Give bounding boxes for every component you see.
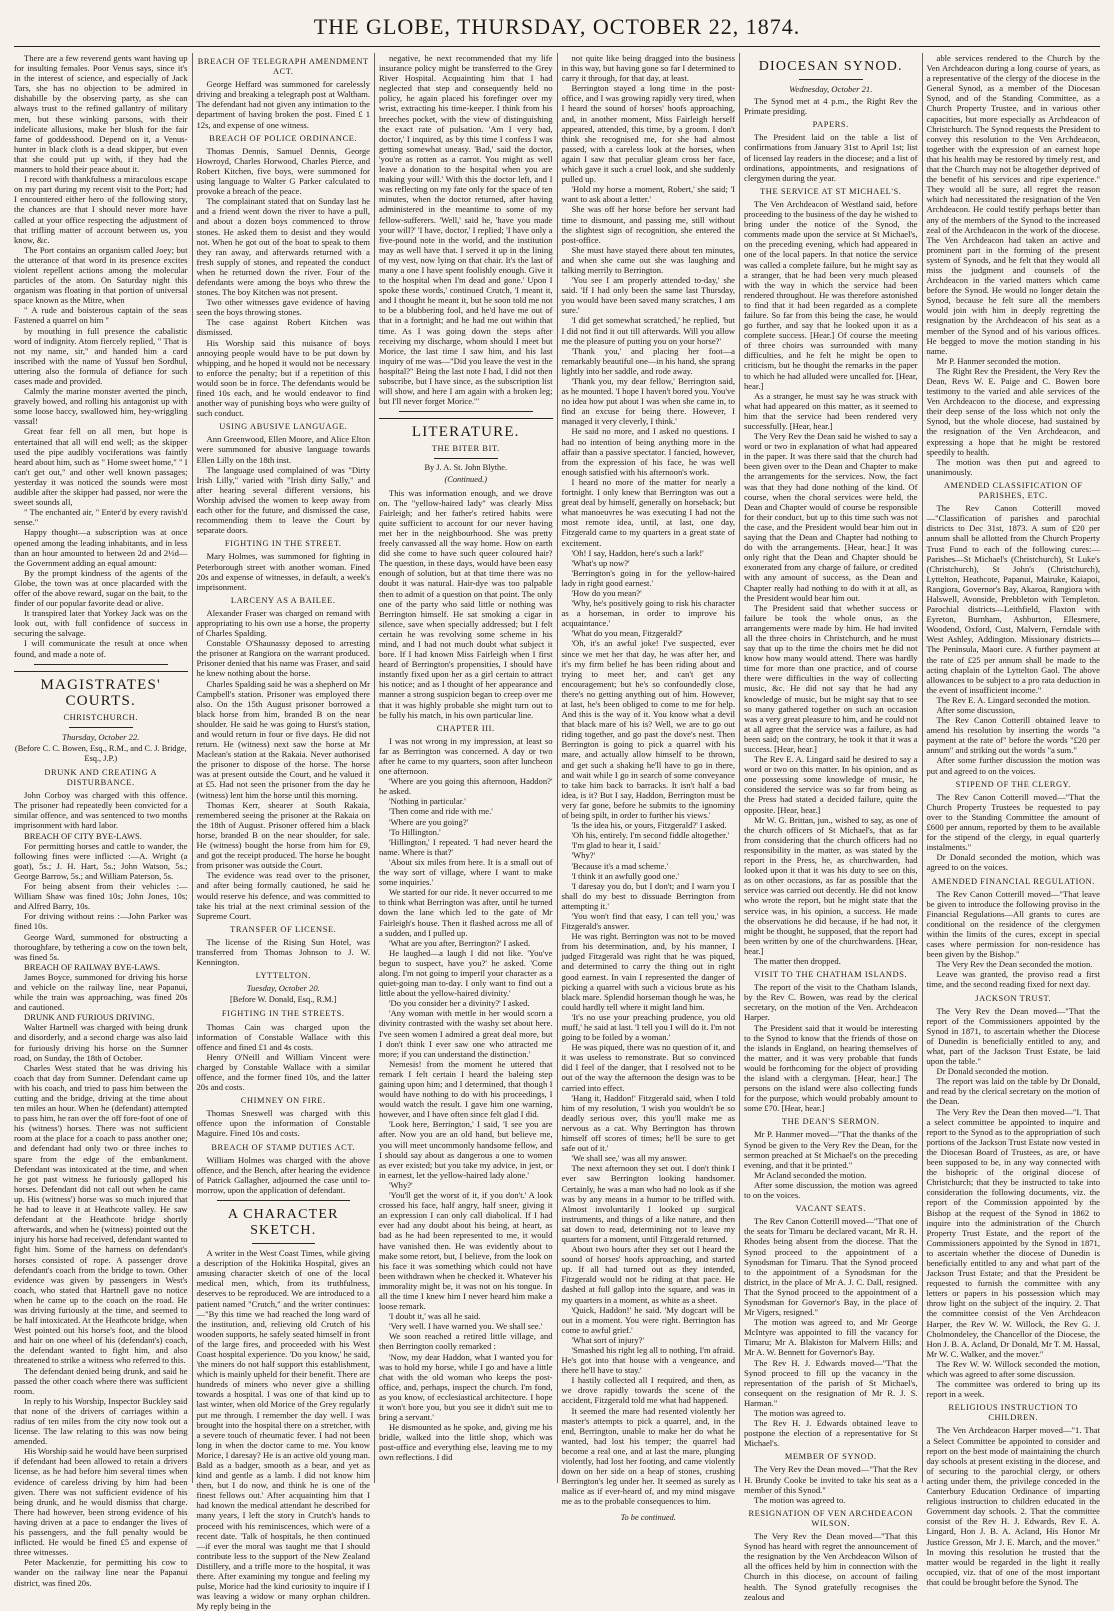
paragraph: The motion was agreed to. — [754, 1408, 846, 1418]
paragraph: Two other witnesses gave evidence of having seen the boys throwing stones. — [196, 297, 370, 318]
paragraph: The case against Robert Kitchen was dismissed. — [196, 317, 370, 338]
paragraph: 'Then come and ride with me.' — [389, 806, 493, 817]
section-heading: DIOCESAN SYNOD. — [758, 59, 903, 74]
paragraph: 'Oh, it's an awful joke! I've suspected, ever since we met her that day, he was after her, and it's my firm belief he has been riding about and trying to meet her, and can't get any encouragement; but he's so confoundedly close, there's no getting anything out of him. However, at last, he's been obliged to come to me for help. And this is the way of it. You know what a devil that black mare of his is? Well, we are to go out riding together, and go past the dove's nest. Then Berrington is going to pick a quarrel with his mare, and actually allow himself to be thrown, and get such a shaking he'll have to go in there, and wait while I go in search of some conveyance to take him back to barracks. It isn't half a bad idea, is it? But I say, Haddon, Berrington must be very far gone, before he submits to the ignominy of being spilt, in order to further his views.' — [561, 638, 735, 821]
paragraph: The report was laid on the table by Dr Donald, and read by the clerical secretary on the motion of the Dean. — [926, 1076, 1100, 1107]
subheading: AMENDED FINANCIAL REGULATION. — [931, 876, 1095, 886]
paragraph-group — [197, 1108, 371, 1138]
paragraph: able services rendered to the Church by the Ven Archdeacon during a long course of years, as a representative of the clergy of the diocese in the General Synod, as a member of the Diocesan Synod, and of the Standing Committee, as a Church Property Trustee, and in various other capacities, but more especially as Archdeacon of Christchurch. The Synod requests the President to convey this resolution to the Ven Archdeacon, together with the expression of an earnest hope that his health may be restored by timely rest, and that the Church may not be altogether deprived of the benefit of his services and ripe experience." They would all be sure, all regret the reason which had necessitated the resignation of the Ven Archdeacon. He could testify perhaps better than any of the members of the Synod to the increased zeal of the Archdeacon in the work of the diocese. The Ven Archdeacon had taken an active and prominent part in the forming of the present system of Synods, and he felt that they would all miss the judgment and counsels of the Archdeacon in the varied matters which came before the Synod. He would no longer detain the Synod, because he felt sure all the members would join with him in deeply regretting the resignation by the Archdeacon of his seat as a member of the Synod and of his various offices. He begged to move the motion standing in his name. — [926, 53, 1100, 356]
paragraph-group — [744, 1216, 918, 1448]
paragraph-group — [744, 1531, 918, 1602]
paragraph: 'Why, he's positively going to risk his character as a horseman, in order to improve his acquaintance.' — [561, 598, 735, 629]
paragraph: I record with thankfulness a miraculous escape on my part during my recent visit to the Port; had I encountered either hero of the following story, the chances are that I should never more have called at your office respecting the adjustment of that trifling matter of account between us, you know, &c. — [14, 174, 188, 245]
paragraph: 'Now, my dear Haddon, what I wanted you for was to hold my horse, while I go and have a little chat with the old woman who keeps the post-office, and, perhaps, inspect the church. I'm fond, as you know, of ecclesiastical architecture. I hope it won't bore you, but you see it didn't suit me to bring a servant.' — [379, 1351, 553, 1423]
paragraph-group — [197, 1248, 371, 1611]
paragraph: The matter then dropped. — [754, 955, 841, 966]
paragraph: BREACH OF RAILWAY BYE-LAWS. — [24, 961, 161, 972]
paragraph: 'Berrington's going in for the yellow-haired lady in right good earnest.' — [561, 567, 735, 588]
paragraph: The Very Rev the Dean said he wished to say a word or two in explanation of what had appeared in the paper. It was there said that the church had been given over to the Dean and Chapter to make the arrangements for the services. Now, the fact was that they had done nothing of the kind. Of course, when the choral services were held, the Dean and Chapter would of course be responsible for their conduct, but up to this time such was not the case, and the President would bear him out in saying that the Dean and Chapter had nothing to do with the arrangements. [Hear, hear.] It was only right that the Dean and Chapter should be exonerated from any charge of failure, or credited with any amount of success, as the Dean and Chapter really had nothing to do with it at all, as the President would bear him out. — [744, 431, 918, 603]
dateline: Thursday, October 22. — [62, 731, 140, 742]
paragraph: George Ward, summoned for obstructing a thoroughfare, by tethering a cow on the town belt, was fined 5s. — [14, 931, 188, 962]
paragraph-group — [197, 551, 371, 591]
paragraph: The Rev Canon Cotterill obtained leave to amend his resolution by inserting the words "a payment at the rate of" before the words "£20 per annum" and striking out the words "a sum." — [926, 715, 1100, 756]
paragraph-group — [197, 1155, 371, 1195]
paragraph: DRUNK AND FURIOUS DRIVING. — [24, 1012, 155, 1023]
continued-note: (Continued.) — [444, 475, 488, 485]
bench-note: (Before C. C. Bowen, Esq., R.M., and C. J. Bridge, Esq., J.P.) — [14, 743, 187, 763]
column-2 — [196, 53, 371, 1611]
paragraph-group — [197, 608, 371, 921]
paragraph-group — [197, 79, 371, 129]
paragraph-group — [197, 1022, 371, 1093]
story-title: THE BITER BIT. — [431, 444, 500, 454]
paragraph: The Ven Archdeacon of Westland said, before proceeding to the business of the day he wished to bring under the notice of the Synod, the comments made upon the service at St Michael's, on the preceding evening, which had appeared in one of the local papers. In that notice the service was called a complete failure, but he might say as a stranger, that he had been very much pleased with the way in which the service had been rendered throughout. He was therefore astonished to find that it had been regarded as a complete failure. So far from this being the case, he would go further, and say that he looked upon it as a complete success. [Hear.] Of course the meeting of three choirs was surrounded with many difficulties, and he felt he might be open to criticism, but he thought the remarks in the paper to which he had alluded were uncalled for. [Hear, hear.] — [744, 198, 918, 391]
paragraph: The Rev H. J. Edwards obtained leave to postpone the election of a representative for St Michael's. — [744, 1418, 918, 1449]
paragraph: 'What are you after, Berrington?' I asked. — [389, 937, 531, 948]
subheading: TRANSFER OF LICENSE. — [230, 924, 337, 934]
paragraph: 'Is the idea his, or yours, Fitzgerald?' I asked. — [571, 820, 727, 831]
paragraph: 'Where are you going this afternoon, Haddon?' he asked. — [379, 776, 553, 797]
subheading: PAPERS. — [812, 120, 849, 130]
paragraph: The license of the Rising Sun Hotel, was transferred from Thomas Johnson to J. W. Kennington. — [196, 936, 370, 968]
paragraph: Mr W. G. Brittan, jun., wished to say, as one of the church officers of St Michael's, that as far from considering that the church officers had no responsibility in the matter, as was stated by the report in the Press, he, as churchwarden, had looked upon it that it was his duty to see on this, as on other occasions, as far as possible that the service was carried out decently. He did not know who wrote the report, but he might state that the service was, in his opinion, a success. He made the observations he did because, if he had not, it might be thought, he supposed, that the report had been written by one of the churchwardens. [Hear, hear.] — [744, 814, 918, 956]
paragraph: The defendant denied being drunk, and said he passed the other coach where there was sufficient room. — [14, 1365, 188, 1396]
paragraph: The Rev Canon Cotterill moved—"That the Church Property Trustees be requested to pay over to the Standing Committee the amount of £600 per annum, reported by them to be available for the stipend of the clergy, in equal quarterly instalments." — [926, 791, 1100, 853]
paragraph: I will communicate the result at once when found, and made a note of. — [14, 638, 188, 659]
paragraph: He dismounted as he spoke, and, giving me his bridle, walked into the little shop, which was post-office and everything else, leaving me to my own reflections. I did — [379, 1422, 553, 1463]
paragraph: We soon reached a retired little village, and then Berrington coolly remarked : — [379, 1331, 553, 1352]
divider — [252, 1243, 316, 1244]
paragraph: The Very Rev the Dean moved—"That the report of the Commissioners appointed by the Synod in 1871, to ascertain whether the Diocese of Dunedin is beneficially entitled to any, and what, part of the Jackson Trust Estate, be laid upon the table." — [926, 1005, 1100, 1067]
paragraph-group — [744, 982, 918, 1113]
subheading: AMENDED CLASSIFICATION OF PARISHES, ETC. — [943, 480, 1083, 501]
divider — [34, 664, 168, 665]
paragraph: William Holmes was charged with the above offence, and the Bench, after hearing the evidence of Patrick Gallagher, adjourned the case until to-morrow, upon the application of defendant. — [196, 1154, 370, 1195]
paragraph: I was not wrong in my impression, at least so far as Berrington was concerned. A day or two after he came to my quarters, soon after luncheon one afternoon. — [379, 735, 553, 777]
section-heading: LITERATURE. — [379, 418, 553, 440]
column-6 — [926, 53, 1101, 1587]
paragraph: Thomas Sneswell was charged with this offence upon the information of Constable Maguire. Fined 10s and costs. — [196, 1108, 370, 1139]
paragraph: It seemed the mare had resented violently her master's attempts to pick a quarrel, and, in the end, Berrington, unable to make her do what he wanted, had lost his temper; the quarrel had become a real one, and at last the mare, plunging violently, had lost her footing, and came violently down on her side on a heap of stones, crushing Berrington's leg under her. It seemed as surely as malice as if ever-heard of, and my mind misgave me as to the probable consequences to him. — [561, 1405, 735, 1507]
paragraph-group — [744, 1464, 918, 1504]
paragraph: Thomas Dennis, Samuel Dennis, George Howroyd, Charles Horwood, Charles Pierce, and Robert Kitchen, five boys, were summoned for using language to Walter G Parker calculated to provoke a breach of the peace. — [196, 145, 370, 197]
paragraph: " A rude and boisterous captain of the seas Fastened a quarrel on him " — [14, 305, 188, 326]
paragraph: The motion was agreed to, and Mr George McIntyre was appointed to fill the vacancy for Timaru; Mr A. Blakiston for Malvern Hills; and Mr A. W. Bennett for Governor's Bay. — [744, 1317, 918, 1358]
paragraph: It transpired later that Yorkey Jack was on the look out, with full confidence of success in securing the salvage. — [14, 608, 188, 639]
paragraph: I hastily collected all I required, and then, as we drove rapidly towards the scene of the accident, Fitzgerald told me what had happened. — [561, 1375, 735, 1406]
place-heading: LYTTELTON. — [255, 971, 311, 981]
paragraph: 'Look here, Berrington,' I said, 'I see you are after. Now you are an old hand, but believe me, you will meet uncommonly handsome fellow, and I should say about as dangerous a one to women as ever existed; but you take my advice, in jest, or in earnest, let the yellow-haired lady alone.' — [379, 1119, 553, 1180]
divider — [434, 458, 498, 459]
column-5 — [744, 53, 918, 1602]
paragraph: After some discussion, — [936, 705, 1016, 715]
paragraph: The motion was agreed to. — [754, 1494, 846, 1505]
paragraph: 'To Hillington.' — [389, 826, 441, 837]
place-heading: CHRISTCHURCH. — [63, 712, 139, 722]
paragraph: Charles Spalding said he was a shepherd on Mr Campbell's station. Prisoner was employed there also. On the 15th August prisoner borrowed a black horse from him, branded B on the near shoulder. He said he was going to Hurst's station, and would return in four or five days. He did not return. He (witness) next saw the horse at Mr Maclean's station at the Rakaia. Never authorised the prisoner to dispose of the horse. The horse was at present outside the Court, and he valued it at £5. Had not seen the prisoner from the day he (witness) lent him the horse until this morning. — [196, 678, 370, 800]
paragraph: 'Nothing in particular.' — [389, 796, 466, 807]
paragraph: Thomas Kerr, shearer at South Rakaia, remembered seeing the prisoner at the Rakaia on the 18th of August. Prisoner offered him a black horse, branded B on the near shoulder, for sale. He (witness) bought the horse from him for £9, and got the receipt produced. The horse he bought from prisoner was outside the Court. — [196, 799, 370, 871]
paragraph: 'We shall see,' was all my answer. — [571, 1153, 688, 1164]
paragraph: 'What do you mean, Fitzgerald?' — [571, 628, 683, 639]
subheading: FIGHTING IN THE STREET. — [224, 539, 342, 549]
paragraph: She was off her horse before her servant had time to dismount, and passing me, still without the slightest sign of recognition, she entered the post-office. — [561, 204, 735, 245]
paragraph: The Rev W. W. Willock seconded the motion, which was agreed to after some discussion. — [926, 1358, 1100, 1379]
paragraph: We started for our ride. It never occurred to me to think what Berrington was after, until he turned down the lane which led to the gate of Mr Fairleigh's house. Then it flashed across me all of a sudden, and I pulled up. — [379, 887, 553, 938]
paragraph: The Very Rev the Dean then moved—"I. That a select committee be appointed to inquire and report to the Synod as to the appropriation of such portions of the Jackson Trust Estate now vested in the Diocesan Board of Trustees, as are, or have been supposed to be, in any way connected with the bishopric of the original diocese of Christchurch; that they be instructed to take into consideration the following documents, viz. the report of the Commission appointed by the Bishop at the request of the Synod in 1862 to inquire into the administration of the Church Property Trust Estate, and the report of the Commissioners appointed by the Synod in 1871, to ascertain whether the diocese of Dunedin is beneficially entitled to any and what part of the Jackson Trust Estate; and that the President be requested to furnish the committee with any letters or papers in his possession which may throw light on the subject of the inquiry. 2. That the committee consist of the Ven Archdeacon Harper, the Rev W. W. Willock, the Rev G. J. Cholmondeley, the Chancellor of the Diocese, the Hon J. B. A. Acland, Dr Donald, Mr T. M. Hassal, Mr W. C. Walker, and the mover." — [926, 1106, 1100, 1359]
paragraph: 'About six miles from here. It is a small out of the way sort of village, where I want to make some inquiries.' — [379, 856, 553, 888]
paragraph-group — [927, 1425, 1101, 1587]
byline: By J. A. St. John Blythe. — [424, 463, 508, 473]
subheading: LARCENY AS A BAILEE. — [230, 595, 336, 605]
paragraph: The motion was then put and agreed to unanimously. — [926, 456, 1100, 477]
paragraph: The evidence was read over to the prisoner, and after being formally cautioned, he said he would reserve his defence, and was committed to take his trial at the next criminal session of the Supreme Court. — [196, 870, 370, 921]
subheading: DRUNK AND CREATING A DISTURBANCE. — [44, 768, 158, 788]
subheading: VACANT SEATS. — [795, 1204, 866, 1214]
paragraph-group — [744, 199, 918, 966]
columns — [14, 53, 1100, 1611]
paragraph-group — [744, 1129, 918, 1200]
paragraph: The Rev E. A. Lingard said he desired to say a word or two on this matter. In his opinion, and as one possessing some knowledge of music, he considered the service was so far from being as the Press had stated a decided failure, quite the opposite. [Hear, hear.] — [744, 754, 918, 815]
paragraph-group — [927, 503, 1101, 776]
paragraph-group — [562, 53, 736, 1507]
paragraph: The Port contains an organism called Joey; but the utterance of that word in its presence excites violent repellent actions among the molecular particles of the atom. On Saturday night this organism was floating in that portion of universal space known as the Mitre, when — [14, 244, 188, 306]
subheading: BREACH OF TELEGRAPH AMENDMENT ACT. — [197, 57, 369, 77]
paragraph: For driving without reins :—John Parker was fined 10s. — [14, 911, 188, 932]
paragraph-group — [14, 53, 188, 659]
paragraph: 'Hold my horse a moment, Robert,' she said; 'I want to ask about a letter.' — [561, 184, 735, 205]
paragraph: Constable O'Shaunassy deposed to arresting the prisoner at Rangiora on the warrant produced. Prisoner denied that his name was Fraser, and said he knew nothing about the horse. — [196, 638, 370, 679]
paragraph: He was piqued, there was no question of it, and it was useless to remonstrate. But so convinced did I feel of the danger, that I resolved not to be out of the way the afternoon the design was to be carried into effect. — [561, 1042, 735, 1093]
paragraph-group — [744, 96, 918, 116]
paragraph: 'Where are you going?' — [389, 816, 469, 827]
bench-note: [Before W. Donald, Esq., R.M.] — [229, 995, 337, 1005]
paragraph: Mr Acland seconded the motion. — [754, 1169, 867, 1180]
paragraph: Mr P. Hanmer moved—"That the thanks of the Synod be given to the Very Rev the Dean, for the sermon preached at St Michael's on the preceding evening, and that it be printed." — [744, 1129, 918, 1170]
paragraph: He laughed—a laugh I did not like. 'You've begun to suspect, have you?' he asked. 'Come along. I'm not going to imperil your character as a quiet-going man to-day. I only want to find out a little about the yellow-haired divinity.' — [379, 947, 553, 999]
paragraph: The Synod met at 4 p.m., the Right Rev the Primate presiding. — [744, 96, 918, 117]
paragraph: The Rev H. J. Edwards moved—"That the Synod proceed to fill up the vacancy in the representation of the parish of St Michael's, consequent on the resignation of Mr R. J. S. Harman." — [744, 1357, 918, 1408]
subheading: CHIMNEY ON FIRE. — [240, 1096, 326, 1106]
paragraph-group — [379, 488, 553, 720]
to-be-continued: To be continued. — [620, 1512, 676, 1522]
paragraph: Mary Holmes, was summoned for fighting in Peterborough street with another woman. Fined 20s and expense of witnesses, in default, a week's imprisonment. — [196, 551, 370, 592]
paragraph-group — [197, 434, 371, 535]
paragraph: For permitting horses and cattle to wander, the following fines were inflicted :—A. Wright (a goat), 5s.; J. H. Hart, 5s.; John Watson, 5s.; George Barrow, 5s.; and William Paterson, 5s. — [14, 840, 188, 881]
paragraph: The committee was ordered to bring up its report in a week. — [926, 1379, 1100, 1400]
paragraph: 'Oh! I say, Haddon, here's such a lark!' — [571, 547, 704, 558]
paragraph: Dr Donald seconded the motion. — [936, 1066, 1049, 1077]
paragraph: 'Smashed his right leg all to nothing, I'm afraid. He's got into that house with a vengeance, and there he'll have to stay.' — [561, 1345, 735, 1376]
paragraph: 'What sort of injury?' — [571, 1334, 645, 1345]
paragraph: The Rev Canon Cotterill moved—"That one of the seats for Timaru be declared vacant, Mr R. H. Rhodes being absent from the diocese. That the Synod proceed to the appointment of a Synodsman for Timaru. That the Synod proceed to the appointment of a Synodsman for the district, in the place of Mr A. J. C. Dall, resigned. That the Synod proceed to the appointment of a Synodsman for Governor's Bay, in the place of Mr Vigers, resigned." — [744, 1216, 918, 1318]
paragraph: Berrington stayed a long time in the post-office, and I was growing rapidly very tired, when I heard the sound of horses' hoofs approaching, and, in another moment, Miss Fairleigh herself appeared, attended, this time, by a groom. I don't think she recognised me, for she had almost passed, with a careless look at the horses, when again I saw that peculiar gleam cross her face, which gave it such a cruel look, and she suddenly pulled up. — [561, 83, 735, 185]
paragraph-group — [379, 736, 553, 1463]
divider — [217, 1200, 351, 1201]
paragraph: The Very Rev the Dean moved—"That the Rev H. Brundy Cooke be invited to take his seat as a member of this Synod." — [744, 1464, 918, 1495]
paragraph: 'You'll get the worst of it, if you don't.' A look crossed his face, half angry, half sneer, giving it an expression I can only call diabolical. If I had ever had any doubt about his being, at heart, as bad as he had been represented to me, it would have vanished then. He was evidently about to make some retort, but, I believe, from the look on his face it was something which could not have been withdrawn when he checked it. Whatever his immorality might be, it was not on his tongue. In all the time I knew him I never heard him make a loose remark. — [379, 1190, 553, 1312]
dateline: Tuesday, October 20. — [246, 983, 320, 994]
paragraph: For being absent from their vehicles :—William Shaw was fined 10s; John Jones, 10s; and Alfred Barry, 10s. — [14, 881, 188, 912]
paragraph: 'Hillington,' I repeated. 'I had never heard the name. Where is that?' — [379, 836, 553, 857]
paragraph: James Boyce, summoned for driving his horse and vehicle on the railway line, near Papanui, while the train was approaching, was fined 20s and cautioned. — [14, 971, 188, 1013]
paragraph: The Rev Canon Cotterill moved—"Classification of parishes and parochial districts to Dec 31st, 1873. A sum of £20 per annum shall be allotted from the Church Property Trust Fund to each of the following cures:—Parishes—St Michael's (Christchurch), St Luke's (Christchurch), St John's (Christchurch), Lyttelton, Heathcote, Papanui, Mairuke, Kaiapoi, Rangiora, Governor's Bay, Akaroa, Rangiora with Halswell, Avonside, Prebbleton with Templeton. Parochial districts—Leithfield, Flaxton with Eyreton, Burnham, Ashburton, Ellesmere, Woodend, Oxford, Cust, Malvern, Ferndale with West Ashley, Addington. Missionary districts—The Peninsula, Maori cure. A further payment at the rate of £25 per annum shall be made to the acting chaplain of the Lyttelton Gaol. The above allowances to be subject to a pro rata deduction in the event of insufficient income." — [926, 503, 1100, 695]
subheading: JACKSON TRUST. — [975, 993, 1052, 1003]
paragraph-group — [927, 889, 1101, 990]
paragraph: 'I'm glad to hear it, I said.' — [571, 840, 661, 851]
paragraph: 'How do you mean?' — [571, 587, 642, 598]
chapter-heading: CHAPTER III. — [436, 723, 495, 733]
paragraph: George Heffard was summoned for carelessly driving and breaking a telegraph post at Waltham. The defendant had not given any intimation to the department of having broken the post. Fined £ 1 12s, and expense of one witness. — [196, 79, 370, 130]
paragraph: Thomas Cain was charged upon the information of Constable Wallace with this offence and fined £1 and 4s costs. — [196, 1021, 370, 1052]
subheading: THE DEAN'S SERMON. — [781, 1117, 880, 1127]
paragraph-group — [927, 53, 1101, 477]
paragraph: Ann Greenwood, Ellen Moore, and Alice Elton were summoned for abusive language towards Ellen Lilly on the 18th inst. — [196, 434, 370, 465]
paragraph: The complainant stated that on Sunday last he and a friend went down the river to have a pull, and about a dozen boys commenced to throw stones. He asked them to desist and they would not. When he got out of the boat to speak to them they ran away, and afterwards returned with a fresh supply of stones, and repeated the conduct when he returned down the river. Four of the defendants were among the boys who threw the stones. The boy Kitchen was not present. — [196, 196, 370, 298]
paragraph: After some further discussion the motion was put and agreed to on the voices. — [926, 755, 1100, 776]
section-heading: MAGISTRATES' COURTS. — [14, 671, 188, 709]
paragraph: by mouthing in full presence the cabalistic word of indignity. Atom fiercely replied, " That is not my name, sir," and handed him a card inscribed with the name of Yussuf ben Sordhul, uttering also the formula of defiance for such cases made and provided. — [14, 325, 188, 386]
paragraph: 'Quick, Haddon!' he said. 'My dogcart will be out in a moment. You were right. Berrington has come to awful grief.' — [561, 1304, 735, 1335]
paragraph: Walter Hartnell was charged with being drunk and disorderly, and a second charge was also laid for furiously driving his horse on the Sumner road, on Sunday, the 18th of October. — [14, 1022, 188, 1063]
paragraph: I heard no more of the matter for nearly a fortnight. I only knew that Berrington was out a great deal by himself, generally on horseback; but what manoeuvres he was executing I had not the most remote idea, until, at last, one day, Fitzgerald came to my quarters in a great state of excitement. — [561, 476, 735, 548]
paragraph: 'Because it's a mad scheme.' — [571, 860, 669, 871]
paragraph-group — [197, 146, 371, 419]
paragraph-group — [14, 790, 188, 1587]
paragraph: Peter Mackenzie, for permitting his cow to wander on the railway line near the Papanui district, was fined 20s. — [14, 1557, 188, 1588]
paragraph: Nemesis! from the moment he uttered that remark I felt certain I heard the baleing step gaining upon him; and I determined, that though I would have nothing to do with his proceedings, I would watch the result. I gave him one warning, however, and I have often since felt glad I did. — [379, 1058, 553, 1120]
paragraph: 'Thank you, my dear fellow,' Berrington said, as he mounted. 'I hope I haven't bored you. You've no idea how put about I was when she came in, to find an excuse for being there. However, I managed it very cleverly, I think.' — [561, 376, 735, 427]
column-4 — [561, 53, 736, 1522]
paragraph: A writer in the West Coast Times, while giving a description of the Hokitika Hospital, gives an amusing character sketch of one of the local medical men, which, from its truthfulness, deserves to be reproduced. We are introduced to a patient named "Crutch," and the writer continues:—"By this time we had reached the long ward of the institution, and, relieving old Crutch of his wooden supports, he safely seated himself in front of the large fires, and proceeded with his West Coast hospital experience. 'Do you know,' he said, 'the miners do not half support this establishment, which is mainly upheld for their benefit. There are hundreds of miners who never give a shilling towards a hospital. I was one of that kind up to last winter, when old Morice of the Grey regularly put me through. I remember the day well. I was brought into the hospital there on a stretcher, with a severe touch of rheumatic fever. I had not been long in when the doctor came to me. You know Morice, I daresay? He is an active old young man. Bald as a badger, smooth as a bear, and yet as kind and gentle as a lamb. I did not know him then, but I do now, and think he is one of the finest fellows out.' After acquainting him that I had known the medical attendant he described for many years, I left the story in Crutch's hands to proceed with his reminiscences, which were of a recent date. 'Talk of hospitals, he then continued—if ever the moral was taught me that I should contribute less to the support of the New Zealand Distillery, and a trifle more to the hospital, it was there. After examining my tongue and feeling my pulse, Morice had the kind curiosity to inquire if I was leaving a widow or many orphan children. My reply being in the — [196, 1248, 370, 1611]
paragraph: 'Why?' — [389, 1179, 413, 1190]
paragraph: The Very Rev the Dean seconded the motion. — [936, 959, 1093, 970]
paragraph: 'You see I am properly attended to-day,' she said. 'If I had only been the same last Thursday, you would have been saved many scratches, I am sure.' — [561, 275, 735, 316]
paragraph: Leave was granted, the proviso read a first time, and the second reading fixed for next day. — [926, 969, 1100, 990]
paragraph: not quite like being dragged into the business in this way, but having gone so far I determined to carry it through, for that day, at least. — [561, 53, 735, 84]
column-1 — [14, 53, 188, 1588]
paragraph-group — [379, 53, 553, 406]
paragraph: The next afternoon they set out. I don't think I ever saw Berrington looking handsomer. Certainly, he was a man who had no look as if she was by any means in a humor to be trifled with. Almost involuntarily I looked up surgical instruments, and things of a like nature, and then sat down to read, determining not to leave my quarters for a moment, until Fitzgerald returned. — [561, 1163, 735, 1244]
subheading: MEMBER OF SYNOD. — [784, 1452, 877, 1462]
column-3 — [379, 53, 553, 1483]
paragraph: His Worship said he would have been surprised if defendant had been allowed to retain a drivers license, as he had before him several times when evidence of careless driving by him had been given. There was not sufficient evidence of his being drunk, and he would dismiss that charge. There had however, been strong evidence of his having driven at a pace to endanger the lives of his passengers, and the full penalty would be inflicted. He would be fined £5 and expense of three witnesses. — [14, 1446, 188, 1558]
paragraph: 'I daresay you do, but I don't; and I warn you I shall do my best to dissuade Berrington from attempting it.' — [561, 880, 735, 911]
paragraph: As a stranger, he must say he was struck with what had appeared on this matter, as it seemed to him that the service had been rendered very successfully. [Hear, hear.] — [744, 390, 918, 431]
paragraph: This was information enough, and we drove on. The "yellow-haired lady" was clearly Miss Fairleigh; and her father's retired habits were quite sufficient to account for our never having met her in the neighbourhood. She was pretty freely canvassed all the way home. How on earth did she come to have such queer coloured hair? The question, in these days, would have been easy enough of solution, but at that time there was no doubt it was natural. Hair-dye was too palpable then to admit of a question on that point. The only one of the party who said little or nothing was Berrington himself. He sat smoking a cigar in silence, save when specially addressed; but I felt certain he was revolving some scheme in his mind, and I had not much doubt what subject it bore. If I had known Miss Fairleigh when I first heard of Berrington's propensities, I should have instantly fixed upon her as a girl certain to attract his notice; and as I thought of her appearance and manner a strong suspicion began to creep over me that it was highly probable she might turn out to be fully his match, in his own particular line. — [379, 487, 553, 720]
divider — [399, 411, 533, 412]
paragraph: She must have stayed there about ten minutes, and when she came out she was laughing and talking merrily to Berrington. — [561, 244, 735, 275]
paragraph: 'What's up now?' — [571, 557, 630, 568]
paragraph-group — [927, 1006, 1101, 1400]
paragraph-group — [927, 792, 1101, 873]
paragraph: negative, he next recommended that my life insurance policy might be transferred to the Grey River Hospital. Acquainting him that I had neglected that step and consequently held no policy, he again placed his forefinger over my wrist, extracting his time-keeper. I think from his breeches pocket, with the view of distinguishing the exact rate of pulsation. 'Am I very bad, doctor,' I inquired, as by this time I confess I was getting somewhat uneasy. 'Bad,' said the doctor, 'you're as rotten as a carrot. You might as well leave a donation to the hospital when you are making your will.' With this the doctor left, and I was reflecting on my fate only for the space of ten minutes, when the doctor returned, after having administered in the meantime to some of my fellow-sufferers. 'Well,' said he, 'have you made your will?' 'I have, doctor,' I replied; 'I have only a five-pound note in the world, and the institution may as well have that. I served it up in the lining of my vest, now lying on that chair. It's the last of many a one I have spent foolishly enough. Give it to the hospital when I'm dead and gone.' Upon I spoke these words,' continued Crutch, 'I meant it, and I thought he meant it, but he soon told me not to be a blubbering fool, and he'd have me out of that in a fortnight; and he had me out within that time. As I was going down the steps after receiving my discharge, whom should I meet but Morice, the last time I saw him, and his last inquiry of me was—"Did you leave the vest in the hospital?" Being the last note I had, I did not then subscribe, but I have since, as the subscription list will show, and here I am again with a broken leg; but I'll never forget Morice.'" — [379, 53, 553, 407]
divider — [69, 727, 133, 728]
paragraph: BREACH OF CITY BYE-LAWS. — [24, 830, 142, 841]
paragraph: Happy thought—a subscription was at once opened among the leading inhabitants, and in less than an hour amounted to between 2d and 2½d—the Government adding an equal amount: — [14, 527, 188, 568]
paragraph: 'I doubt it,' was all he said. — [389, 1311, 481, 1322]
subheading: BREACH OF POLICE ORDINANCE. — [209, 133, 358, 143]
paragraph: The language used complained of was "Dirty Irish Lilly," varied with "Irish dirty Sally," and after hearing several different versions, his Worship advised the women to keep away from each other for the future, and dismissed the case, recommending them to leave the Court by separate doors. — [196, 464, 370, 536]
paragraph: His Worship said this nuisance of boys annoying people would have to be put down by whipping, and he hoped it would not be necessary to enforce the penalty; but if a repetition of this would soon be in force. The defendants would be fined 10s each, and he would endeavor to find another way of punishing boys who were guilty of such conduct. — [196, 337, 370, 419]
paragraph: Great fear fell on all men, but hope is entertained that all will end well; as the skipper used the pipe audibly vociferations was faintly heard about him, such as " Home sweet home," " I can't get out," and other well known passages; yesterday it was noticed the sounds were most audible after the skipper had passed, nor were the sweet sounds all, — [14, 426, 188, 508]
paragraph: After some discussion, the motion was agreed to on the voices. — [744, 1179, 918, 1201]
paragraph: 'Any woman with mettle in her would scorn a divinity contrasted with the washy set about here. I've seen women I admired a great deal more, but I don't think I ever saw one who attracted me more; if you can understand the distinction.' — [379, 1008, 553, 1059]
paragraph: Charles West stated that he was driving his coach that day from Sumner. Defendant came up with his coach, and tried to pass him between the cutting and the bridge, driving at the time about ten miles an hour. When he (defendant) attempted to pass him, he ran over the off fore-foot of one of his (witness') horses. There was not sufficient room at the place for a coach to pass another one; and defendant had only two or three inches to spare from the edge of the embankment. Defendant was intoxicated at the time, and when he got past witness he furiously galloped his horses. Defendant did not call out when he came up. His (witness') horse was so much injured that he had to leave it at Heathcote valley. He saw defendant at the Heathcote bridge shortly afterwards, and when he (witness) pointed out the injury his horse had received, defendant wanted to fight him. Some of the harness on defendant's horses consisted of rope. A passenger drove defendant's coach from the bridge to town. Other evidence was given by passengers in West's coach, who stated that Hartnell gave no notice when he came up to the coach on the road. He was driving furiously at the time, and seemed to be half intoxicated. At the Heathcote bridge, when West pointed out his horse's foot, and the blood and hair on one wheel of his (defendant's) coach, the defendant wanted to fight him, and also threatened to strike a witness who referred to this. — [14, 1062, 188, 1366]
paragraph: Calmly the marine monster averted the pinch, gravely bowed, and rolling his antagonist up with some loose baccy, swallowed him, hey-wriggling vassal! — [14, 386, 188, 427]
paragraph: 'It's no use your preaching prudence, you old muff,' he said at last. 'I tell you I will do it. I'm not going to be foiled by a woman.' — [561, 1011, 735, 1043]
paragraph: 'Oh his, entirely. I'm second fiddle altogether.' — [571, 830, 730, 841]
paragraph: The Rev Canon Cotterill moved—"That leave be given to introduce the following proviso in the Financial Regulations—All grants to cures are conditional on the residence of the clergymen within the limits of the cures, except in special cases where permission for non-residence has been given by the Bishop." — [926, 888, 1100, 960]
paragraph: He said no more, and I asked no questions. I had no intention of being anything more in the affair than a passive spectator. I fancied, however, from the expression of his face, he was well enough satisfied with his afternoon's work. — [561, 426, 735, 477]
paragraph: Henry O'Neill and William Vincent were charged by Constable Wallace with a similar offence, and the former fined 10s, and the latter 20s and costs. — [196, 1051, 370, 1093]
paragraph: The President laid on the table a list of confirmations from January 31st to April 1st; list of licensed lay readers in the diocese; and a list of ordinations, appointments, and resignations of clergymen during the year. — [744, 132, 918, 183]
paragraph-group — [744, 132, 918, 182]
subheading: FIGHTING IN THE STREETS. — [221, 1009, 345, 1019]
paragraph: The Rev E. A. Lingard seconded the motion. — [936, 694, 1091, 705]
paragraph: 'You won't find that easy, I can tell you,' was Fitzgerald's answer. — [561, 910, 735, 932]
paragraph: " The enchanted air, " Enter'd by every ravish'd sense." — [14, 507, 188, 528]
subheading: THE SERVICE AT ST MICHAEL'S. — [760, 186, 902, 196]
paragraph: The Right Rev the President, the Very Rev the Dean, Revs W. E. Paige and C. Bowen bore testimony to the varied and able services of the Ven Archdeacon to the diocese, and expressing their deep sense of the loss which not only the Synod, but the whole diocese, had sustained by the resignation of the Ven Archdeacon, and expressing a hope that he might be restored speedily to health. — [926, 365, 1100, 457]
paragraph: Mr P. Hanmer seconded the motion. — [936, 355, 1061, 366]
subheading: BREACH OF STAMP DUTIES ACT. — [211, 1142, 356, 1152]
subheading: RELIGIOUS INSTRUCTION TO CHILDREN. — [948, 1403, 1078, 1423]
divider — [799, 79, 863, 80]
section-heading: A CHARACTER SKETCH. — [227, 1207, 339, 1239]
paragraph: 'Thank you,' and placing her foot—a remarkably beautiful one—in his hand, she sprang lightly into her saddle, and rode away. — [561, 345, 735, 376]
paragraph: 'I did get somewhat scratched,' he replied, 'but I did not find it out till afterwards. Will you allow me the pleasure of putting you on your horse?' — [561, 315, 735, 346]
masthead: THE GLOBE, THURSDAY, OCTOBER 22, 1874. — [14, 10, 1100, 47]
subheading: STIPEND OF THE CLERGY. — [955, 779, 1071, 789]
paragraph: The President said that it would be interesting to the Synod to know that the friends of those on the islands in England, on hearing themselves of the matter, and it was very probable that funds would be forthcoming for the object of providing the island with a clergyman. [Hear, hear.] The persons on the island were also collecting funds for the purpose, which would probably amount to some £70. [Hear, hear.] — [744, 1022, 918, 1114]
paragraph: John Corboy was charged with this offence. The prisoner had repeatedly been convicted for a similar offence, and was sentenced to two months imprisonment with hard labor. — [14, 790, 188, 831]
paragraph: The report of the visit to the Chatham Islands, by the Rev C. Bowen, was read by the clerical secretary, on the motion of the Ven. Archdeacon Harper. — [744, 982, 918, 1023]
paragraph: The Ven Archdeacon Harper moved—"1. That a Select Committee be appointed to consider and report on the best mode of maintaining the church day schools at present existing in the diocese, and of securing to the parochial clergy, or others acting under them, the privilege conceded in the Canterbury Education Ordinance of imparting religious instruction to children educated in the Government day schools. 2. That the committee consist of the Rev H. J. Edwards, Rev E. A. Lingard, Hon J. B. A. Acland, His Honor Mr Justice Gresson, Mr J. E. March, and the mover." In moving this resolution he trusted that the matter would be regarded in the light it really occupied, viz. that of one of the most important that could be brought before the Synod. The — [926, 1425, 1100, 1587]
paragraph: 'I think it an awfully good one.' — [571, 870, 679, 881]
paragraph: 'Do you consider her a divinity?' I asked. — [389, 998, 530, 1009]
paragraph: About two hours after they set out I heard the sound of horses' hoofs approaching, and started up. If all had turned out as they intended, Fitzgerald would not be riding at that pace. He dashed at full gallop into the square, and was in my quarters in a moment, as white as a sheet. — [561, 1244, 735, 1305]
paragraph-group — [197, 937, 371, 967]
paragraph: The President said that whether success or failure be took the whole onus, as the arrangements were made by him. He had invited all the three choirs in Christchurch, and he must say that up to the time the choirs met he did not know how many would attend. There was hardly time for more than one practice, and of course there were difficulties in the way of collecting music, &c. He did not say that he had any knowledge of music, but he might say that to see so many gathered together on such an occasion was a very great pleasure to him, and he could not at all agree that the service was a failure, as had been said; on the contrary, he took it that it was a success. [Hear, hear.] — [744, 602, 918, 754]
paragraph: 'Hang it, Haddon!' Fitzgerald said, when I told him of my resolution, 'I wish you wouldn't be so deadly serious over, this you'll make me as nervous as a cat. Why Berrington has thrown himself off scores of times; he'll be sure to get safe out of it.' — [561, 1092, 735, 1154]
dateline: Wednesday, October 21. — [789, 84, 873, 94]
paragraph: The Very Rev the Dean moved—"That this Synod has heard with regret the announcement of the resignation by the Ven Archdeacon Wilson of all the offices held by him in connection with the Church in this diocese, on account of failing health. The Synod gratefully recognises the zealous and — [744, 1531, 918, 1602]
paragraph: Dr Donald seconded the motion, which was agreed to on the voices. — [926, 852, 1100, 873]
paragraph: There are a few reverend gents want having up for insulting females. Poor Venus says, since it's in the interest of science, and especially of Jack Tars, she has no objection to be admired in dishabille by the observing party, as she can always trust to the refined gallantry of military men, but these winking parsons, with their indelicate allusions, make her blush for the fair fame of goddesshood. Depend on it, a Venus-hunter in black cloth is a dead skipper, but even that she could put up with, if they had the manners to hold their peace about it. — [14, 53, 188, 175]
paragraph: By the prompt kindness of the agents of the Globe, the town was at once placarded with the offer of the above reward, sugar on the bait, to the finder of our popular favorite dead or alive. — [14, 567, 188, 609]
subheading: VISIT TO THE CHATHAM ISLANDS. — [754, 970, 908, 980]
paragraph: In reply to his Worship, Inspector Buckley said that none of the drivers of carriages within a radius of ten miles from the city now took out a license. The law relating to this was now being amended. — [14, 1395, 188, 1447]
paragraph: Alexander Fraser was charged on remand with appropriating to his own use a horse, the property of Charles Spalding. — [196, 607, 370, 639]
paragraph: 'Why?' — [571, 850, 596, 861]
paragraph: He was right. Berrington was not to be moved from his determination, and, by his manner, I judged Fitzgerald was right that he was piqued, and determined to carry the thing out in right good earnest. In vain I represented the danger of picking a quarrel with such a vicious brute as his black mare. Splendid horseman though he was, he could hardly tell where it might land him. — [561, 931, 735, 1012]
subheading: RESIGNATION OF VEN ARCHDEACON WILSON. — [748, 1508, 913, 1528]
paragraph: 'Very well. I have warned you. We shall see.' — [389, 1321, 543, 1332]
subheading: USING ABUSIVE LANGUAGE. — [219, 422, 348, 432]
